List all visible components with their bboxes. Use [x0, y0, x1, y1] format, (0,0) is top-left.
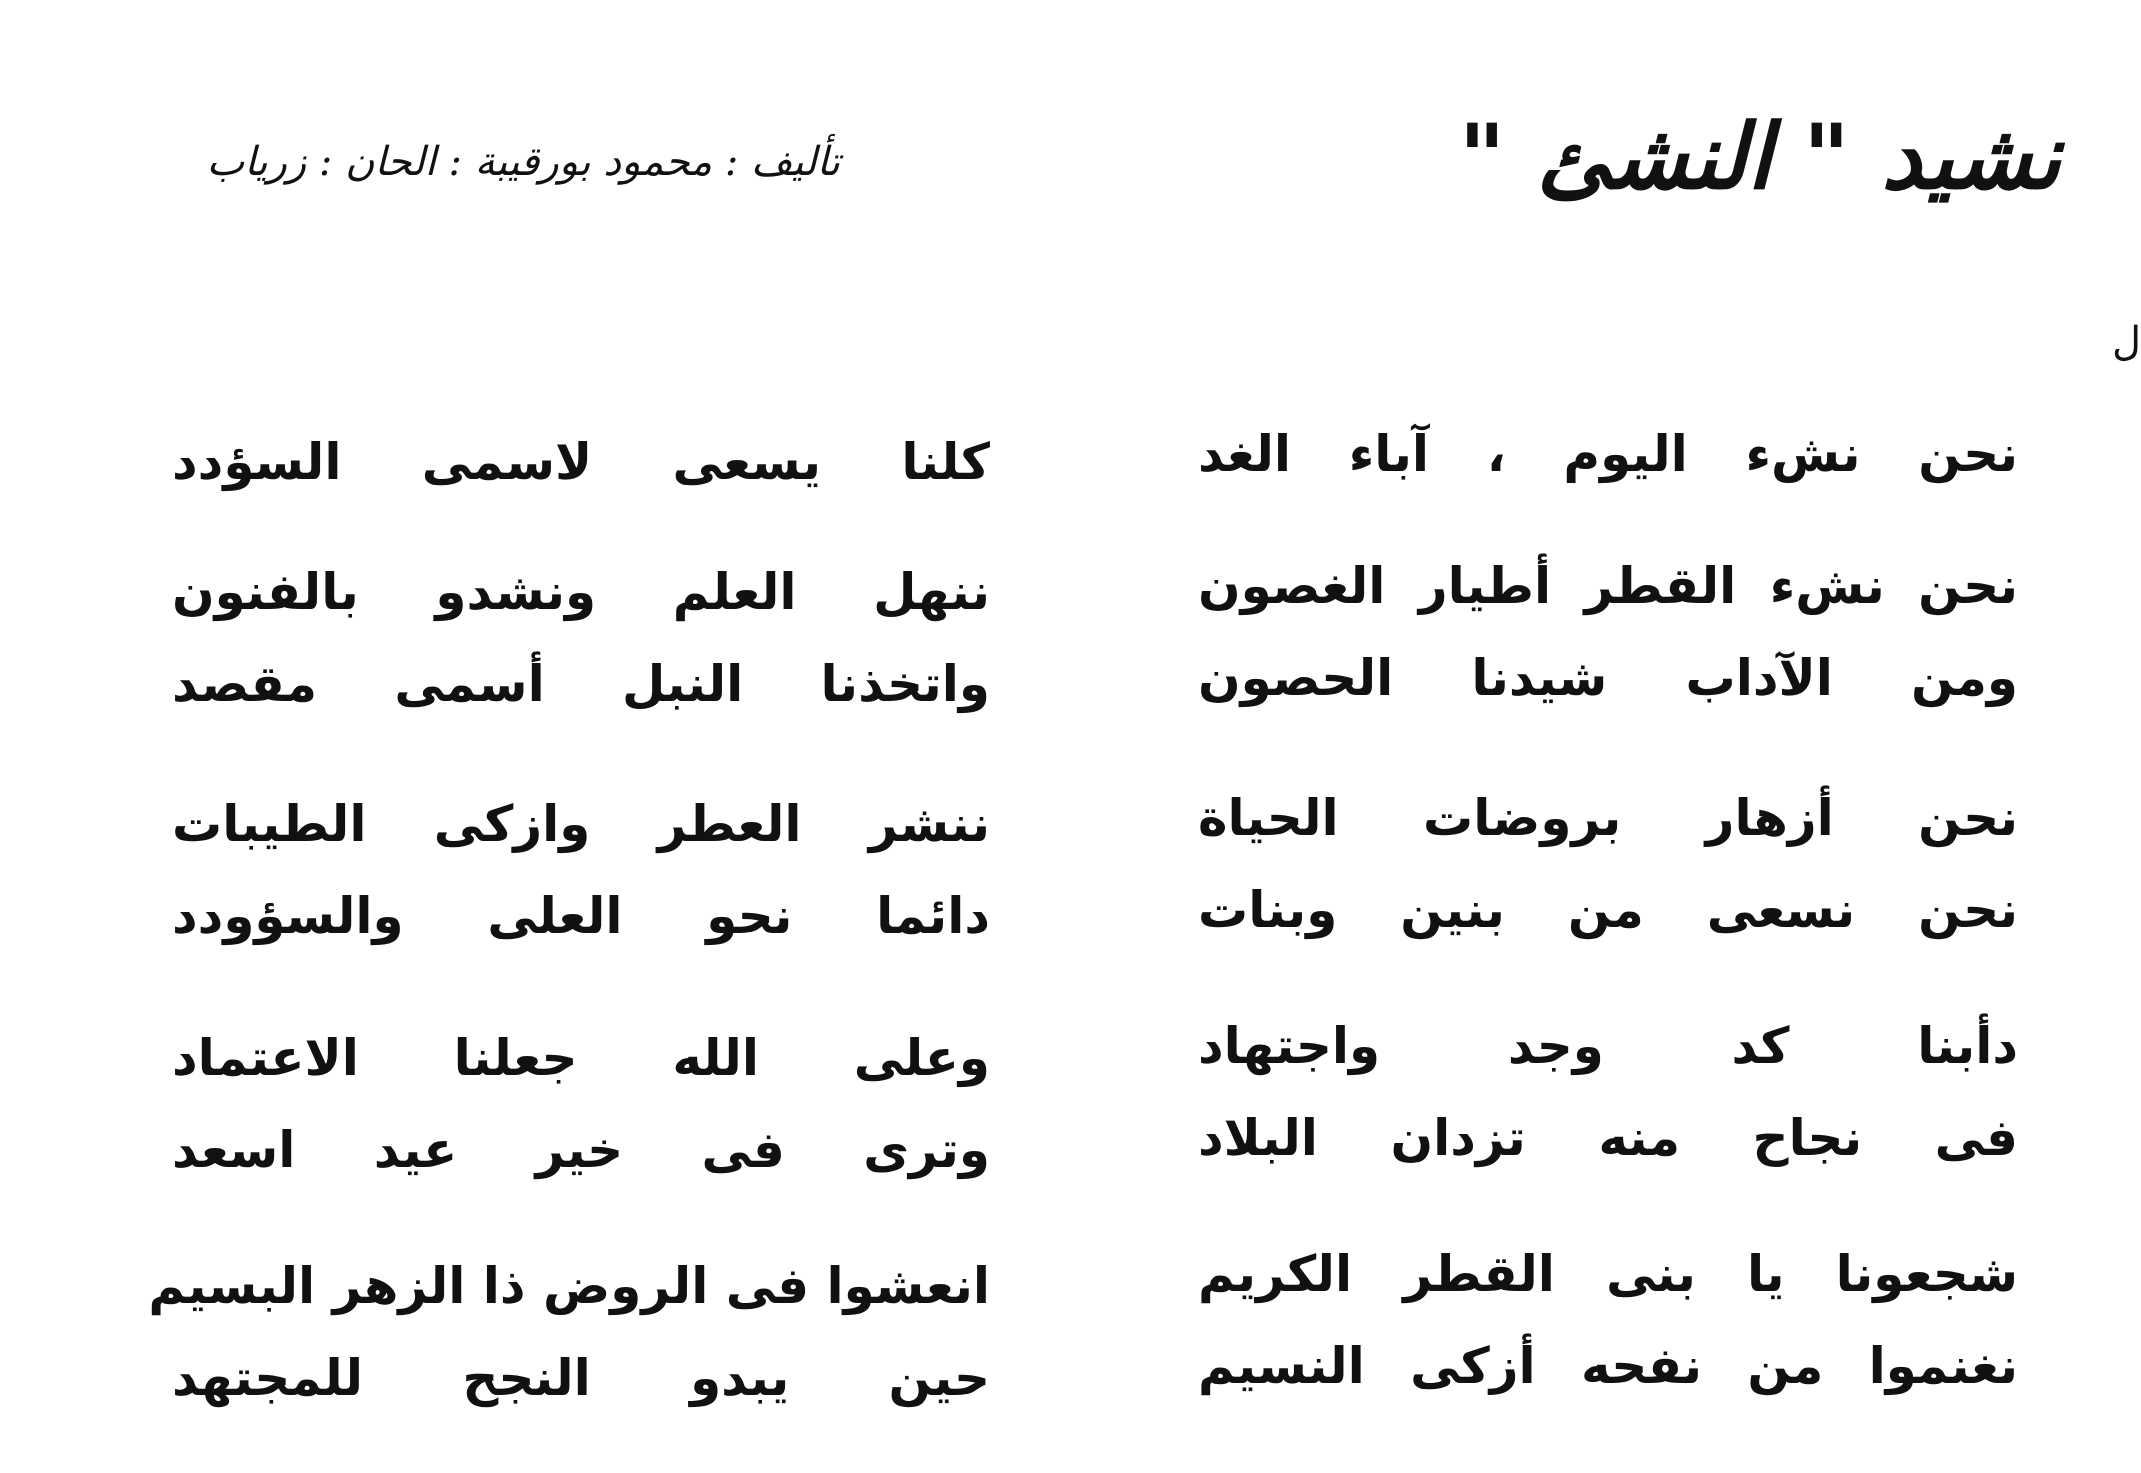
verse-line: نغنموا من نفحه أزكى النسيم: [1198, 1337, 2018, 1395]
stanza-5-left: [148, 1240, 990, 1424]
verse-line: نحن نشء القطر أطيار الغصون: [1198, 557, 2018, 615]
song-title: نشيد " النشئ ": [1458, 104, 2061, 210]
stanza-2-left: [172, 546, 990, 730]
stanza-1-left: [172, 416, 990, 508]
verse-line: فى نجاح منه تزدان البلاد: [1198, 1109, 2018, 1167]
verse-line: نحن أزهار بروضات الحياة: [1198, 789, 2018, 847]
stanza-3-left: [172, 778, 990, 962]
stanza-4-right: [1198, 1000, 2018, 1184]
verse-line: نحن نشء اليوم ، آباء الغد: [1198, 425, 2018, 483]
verse-line: ومن الآداب شيدنا الحصون: [1198, 649, 2018, 707]
stanza-5-right: [1198, 1228, 2018, 1412]
verse-line: وترى فى خير عيد اسعد: [172, 1121, 990, 1179]
stanza-3-right: [1198, 772, 2018, 956]
verse-line: ننهل العلم ونشدو بالفنون: [172, 563, 990, 621]
verse-line: ننشر العطر وازكى الطيبات: [172, 795, 990, 853]
verse-line: كلنا يسعى لاسمى السؤدد: [172, 433, 990, 491]
verse-line: شجعونا يا بنى القطر الكريم: [1198, 1245, 2018, 1303]
verse-line: دائما نحو العلى والسؤودد: [172, 887, 990, 945]
stanza-4-left: [172, 1012, 990, 1196]
stanza-2-right: [1198, 540, 2018, 724]
edge-mark: ل: [2111, 319, 2141, 365]
verse-line: حين يبدو النجح للمجتهد: [172, 1349, 990, 1407]
stanza-1-right: [1198, 408, 2018, 500]
verse-line: وعلى الله جعلنا الاعتماد: [172, 1029, 990, 1087]
verse-line: نحن نسعى من بنين وبنات: [1198, 881, 2018, 939]
verse-line: انعشوا فى الروض ذا الزهر البسيم: [148, 1257, 990, 1315]
verse-line: واتخذنا النبل أسمى مقصد: [172, 655, 990, 713]
song-credits: تأليف : محمود بورقيبة : الحان : زرياب: [206, 139, 840, 185]
verse-line: دأبنا كد وجد واجتهاد: [1198, 1017, 2018, 1075]
